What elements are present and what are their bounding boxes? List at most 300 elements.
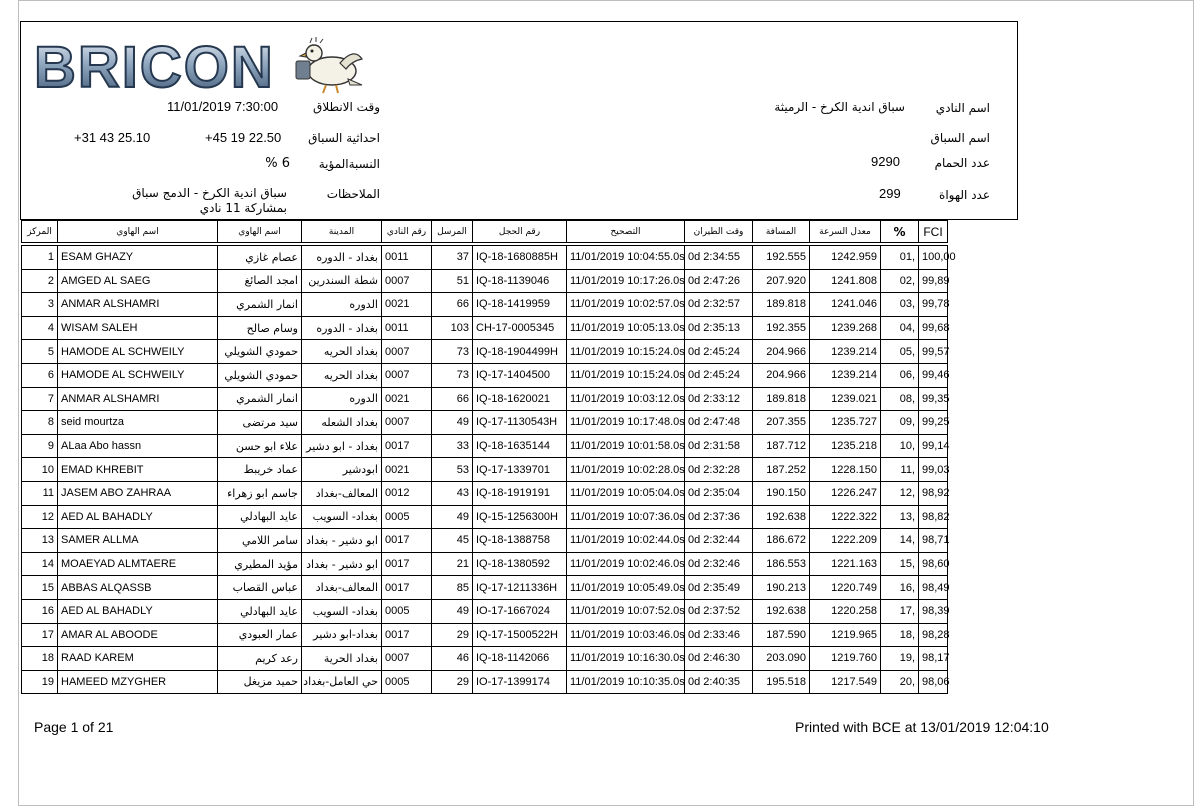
clocking-time-cell: 11/01/2019 10:07:52.0s [567, 599, 685, 623]
basketed-cell: 103 [432, 316, 473, 340]
fci-cell: 99,25 [919, 411, 948, 435]
col-header-fci: FCI [919, 221, 948, 243]
clocking-time-cell: 11/01/2019 10:17:48.0s [567, 411, 685, 435]
city-cell: بغداد - الدوره [302, 316, 382, 340]
position-cell: 11 [22, 481, 58, 505]
percent-cell: 08, [881, 387, 919, 411]
table-header-row [22, 221, 948, 243]
pigeon-mascot-icon [296, 37, 362, 93]
clocking-time-cell: 11/01/2019 10:03:12.0s [567, 387, 685, 411]
flight-time-cell: 0d 2:45:24 [685, 363, 753, 387]
fancier-name-ar-cell: عمار العبودي [218, 623, 302, 647]
speed-cell: 1242.959 [810, 246, 881, 270]
fci-cell: 99,57 [919, 340, 948, 364]
speed-cell: 1239.268 [810, 316, 881, 340]
distance-cell: 195.518 [753, 670, 810, 694]
table-row [22, 552, 948, 576]
fci-cell: 98,06 [919, 670, 948, 694]
ring-number-cell: IQ-17-1130543H [473, 411, 567, 435]
percent-cell: 06, [881, 363, 919, 387]
percent-cell: 04, [881, 316, 919, 340]
club-number-cell: 0021 [382, 293, 432, 317]
position-cell: 2 [22, 269, 58, 293]
percent-cell: 15, [881, 552, 919, 576]
distance-cell: 190.213 [753, 576, 810, 600]
speed-cell: 1226.247 [810, 481, 881, 505]
speed-cell: 1235.218 [810, 434, 881, 458]
ring-number-cell: IQ-18-1635144 [473, 434, 567, 458]
club-number-cell: 0017 [382, 576, 432, 600]
speed-cell: 1220.258 [810, 599, 881, 623]
fci-cell: 99,35 [919, 387, 948, 411]
ring-number-cell: IQ-18-1388758 [473, 529, 567, 553]
basketed-cell: 73 [432, 363, 473, 387]
city-cell: ابو دشير - بغداد [302, 529, 382, 553]
ring-number-cell: IQ-18-1904499H [473, 340, 567, 364]
fci-cell: 98,82 [919, 505, 948, 529]
distance-cell: 207.920 [753, 269, 810, 293]
race-name-label: اسم السباق [930, 131, 990, 145]
percent-cell: 16, [881, 576, 919, 600]
flight-time-cell: 0d 2:37:36 [685, 505, 753, 529]
club-number-cell: 0005 [382, 599, 432, 623]
results-body [22, 243, 956, 694]
table-row [22, 529, 948, 553]
release-time-label: وقت الانطلاق [313, 100, 380, 114]
city-cell: بغداد الشعله [302, 411, 382, 435]
position-cell: 6 [22, 363, 58, 387]
speed-cell: 1239.214 [810, 340, 881, 364]
coords-label: احداثية السباق [308, 131, 380, 145]
club-number-cell: 0007 [382, 363, 432, 387]
flight-time-cell: 0d 2:45:24 [685, 340, 753, 364]
clocking-time-cell: 11/01/2019 10:03:46.0s [567, 623, 685, 647]
fci-cell: 98,39 [919, 599, 948, 623]
city-cell: بغداد - الدوره [302, 246, 382, 270]
fci-cell: 98,28 [919, 623, 948, 647]
city-cell: بغداد - ابو دشير [302, 434, 382, 458]
col-header-basketed: المرسل [432, 221, 473, 243]
distance-cell: 204.966 [753, 340, 810, 364]
table-row [22, 340, 948, 364]
fancier-name-en-cell: ABBAS ALQASSB [58, 576, 218, 600]
clocking-time-cell: 11/01/2019 10:05:04.0s [567, 481, 685, 505]
distance-cell: 189.818 [753, 387, 810, 411]
col-header-speed: معدل السرعة [810, 221, 881, 243]
flight-time-cell: 0d 2:32:57 [685, 293, 753, 317]
club-number-cell: 0017 [382, 623, 432, 647]
percent-cell: 05, [881, 340, 919, 364]
city-cell: الدوره [302, 293, 382, 317]
position-cell: 4 [22, 316, 58, 340]
col-header-city: المدينة [302, 221, 382, 243]
city-cell: المعالف-بغداد [302, 481, 382, 505]
coordinate-b: +31 43 25.10 [74, 130, 151, 145]
speed-cell: 1219.760 [810, 647, 881, 671]
flight-time-cell: 0d 2:33:12 [685, 387, 753, 411]
percent-value: 6 % [265, 156, 290, 171]
club-number-cell: 0017 [382, 552, 432, 576]
ring-number-cell: IQ-17-1500522H [473, 623, 567, 647]
fancier-name-en-cell: MOAEYAD ALMTAERE [58, 552, 218, 576]
club-number-cell: 0007 [382, 269, 432, 293]
fci-cell: 98,92 [919, 481, 948, 505]
fancier-name-en-cell: EMAD KHREBIT [58, 458, 218, 482]
fancier-name-en-cell: AED AL BAHADLY [58, 505, 218, 529]
ring-number-cell: IQ-18-1380592 [473, 552, 567, 576]
distance-cell: 187.712 [753, 434, 810, 458]
club-number-cell: 0021 [382, 387, 432, 411]
city-cell: بغداد- السويب [302, 599, 382, 623]
fancier-name-ar-cell: عايد البهادلي [218, 599, 302, 623]
position-cell: 17 [22, 623, 58, 647]
table-row [22, 293, 948, 317]
ring-number-cell: IQ-18-1620021 [473, 387, 567, 411]
fci-cell: 99,46 [919, 363, 948, 387]
flight-time-cell: 0d 2:32:28 [685, 458, 753, 482]
speed-cell: 1239.021 [810, 387, 881, 411]
flight-time-cell: 0d 2:47:48 [685, 411, 753, 435]
clocking-time-cell: 11/01/2019 10:04:55.0s [567, 246, 685, 270]
fci-cell: 99,68 [919, 316, 948, 340]
fancier-name-ar-cell: عماد خريبط [218, 458, 302, 482]
fancier-name-ar-cell: عباس القصاب [218, 576, 302, 600]
percent-cell: 01, [881, 246, 919, 270]
distance-cell: 189.818 [753, 293, 810, 317]
basketed-cell: 46 [432, 647, 473, 671]
fancier-name-en-cell: ANMAR ALSHAMRI [58, 387, 218, 411]
clocking-time-cell: 11/01/2019 10:15:24.0s [567, 363, 685, 387]
city-cell: بغداد الحرية [302, 647, 382, 671]
fancier-name-en-cell: seid mourtza [58, 411, 218, 435]
clocking-time-cell: 11/01/2019 10:01:58.0s [567, 434, 685, 458]
printed-with: Printed with BCE at 13/01/2019 12:04:10 [795, 719, 1049, 735]
flight-time-cell: 0d 2:32:46 [685, 552, 753, 576]
fancier-name-ar-cell: انمار الشمري [218, 387, 302, 411]
flight-time-cell: 0d 2:34:55 [685, 246, 753, 270]
city-cell: بغداد الحريه [302, 363, 382, 387]
flight-time-cell: 0d 2:33:46 [685, 623, 753, 647]
fancier-name-ar-cell: امجد الصائغ [218, 269, 302, 293]
fanciers-count-label: عدد الهواة [939, 188, 990, 202]
basketed-cell: 66 [432, 387, 473, 411]
fancier-name-en-cell: JASEM ABO ZAHRAA [58, 481, 218, 505]
table-row [22, 316, 948, 340]
distance-cell: 187.590 [753, 623, 810, 647]
ring-number-cell: IQ-17-1339701 [473, 458, 567, 482]
fci-cell: 99,89 [919, 269, 948, 293]
ring-number-cell: CH-17-0005345 [473, 316, 567, 340]
club-number-cell: 0005 [382, 670, 432, 694]
fancier-name-ar-cell: جاسم ابو زهراء [218, 481, 302, 505]
fancier-name-en-cell: ANMAR ALSHAMRI [58, 293, 218, 317]
flight-time-cell: 0d 2:46:30 [685, 647, 753, 671]
flight-time-cell: 0d 2:40:35 [685, 670, 753, 694]
clocking-time-cell: 11/01/2019 10:05:13.0s [567, 316, 685, 340]
clocking-time-cell: 11/01/2019 10:02:57.0s [567, 293, 685, 317]
speed-cell: 1221.163 [810, 552, 881, 576]
club-number-cell: 0011 [382, 316, 432, 340]
col-header-ring: رقم الحجل [473, 221, 567, 243]
clocking-time-cell: 11/01/2019 10:02:28.0s [567, 458, 685, 482]
club-number-cell: 0011 [382, 246, 432, 270]
fancier-name-ar-cell: سامر اللامي [218, 529, 302, 553]
percent-cell: 11, [881, 458, 919, 482]
basketed-cell: 66 [432, 293, 473, 317]
distance-cell: 187.252 [753, 458, 810, 482]
table-row [22, 411, 948, 435]
position-cell: 19 [22, 670, 58, 694]
flight-time-cell: 0d 2:47:26 [685, 269, 753, 293]
svg-text:BRICON: BRICON [34, 35, 275, 100]
distance-cell: 192.638 [753, 599, 810, 623]
percent-cell: 18, [881, 623, 919, 647]
notes-line1: سباق اندية الكرخ - الدمج سباق [132, 186, 287, 200]
position-cell: 10 [22, 458, 58, 482]
flight-time-cell: 0d 2:37:52 [685, 599, 753, 623]
flight-time-cell: 0d 2:35:04 [685, 481, 753, 505]
percent-cell: 14, [881, 529, 919, 553]
ring-number-cell: IQ-15-1256300H [473, 505, 567, 529]
ring-number-cell: IO-17-1399174 [473, 670, 567, 694]
club-number-cell: 0017 [382, 529, 432, 553]
speed-cell: 1219.965 [810, 623, 881, 647]
percent-cell: 19, [881, 647, 919, 671]
club-number-cell: 0012 [382, 481, 432, 505]
fancier-name-ar-cell: وسام صالح [218, 316, 302, 340]
position-cell: 8 [22, 411, 58, 435]
ring-number-cell: IO-17-1667024 [473, 599, 567, 623]
basketed-cell: 29 [432, 623, 473, 647]
fci-cell: 98,17 [919, 647, 948, 671]
clocking-time-cell: 11/01/2019 10:02:46.0s [567, 552, 685, 576]
fancier-name-ar-cell: انمار الشمري [218, 293, 302, 317]
distance-cell: 192.638 [753, 505, 810, 529]
flight-time-cell: 0d 2:31:58 [685, 434, 753, 458]
flight-time-cell: 0d 2:32:44 [685, 529, 753, 553]
distance-cell: 203.090 [753, 647, 810, 671]
club-name-value: سباق اندية الكرخ - الرميثة [774, 100, 905, 114]
position-cell: 12 [22, 505, 58, 529]
ring-number-cell: IQ-18-1419959 [473, 293, 567, 317]
fancier-name-en-cell: AED AL BAHADLY [58, 599, 218, 623]
fancier-name-en-cell: HAMODE AL SCHWEILY [58, 340, 218, 364]
city-cell: الدوره [302, 387, 382, 411]
speed-cell: 1222.322 [810, 505, 881, 529]
fancier-name-en-cell: WISAM SALEH [58, 316, 218, 340]
fancier-name-ar-cell: رعد كريم [218, 647, 302, 671]
position-cell: 18 [22, 647, 58, 671]
table-row [22, 363, 948, 387]
city-cell: حي العامل-بغداد [302, 670, 382, 694]
basketed-cell: 43 [432, 481, 473, 505]
col-header-fancier-ar: اسم الهاوي [218, 221, 302, 243]
fci-cell: 99,14 [919, 434, 948, 458]
percent-cell: 09, [881, 411, 919, 435]
position-cell: 13 [22, 529, 58, 553]
fci-cell: 100,00 [919, 246, 948, 270]
fancier-name-en-cell: ESAM GHAZY [58, 246, 218, 270]
distance-cell: 186.553 [753, 552, 810, 576]
basketed-cell: 73 [432, 340, 473, 364]
city-cell: ابودشير [302, 458, 382, 482]
city-cell: ابو دشير - بغداد [302, 552, 382, 576]
ring-number-cell: IQ-17-1404500 [473, 363, 567, 387]
basketed-cell: 53 [432, 458, 473, 482]
speed-cell: 1241.808 [810, 269, 881, 293]
ring-number-cell: IQ-18-1139046 [473, 269, 567, 293]
col-header-flight-time: وقت الطيران [685, 221, 753, 243]
col-header-position: المركز [22, 221, 58, 243]
table-row [22, 505, 948, 529]
city-cell: بغداد الحريه [302, 340, 382, 364]
clocking-time-cell: 11/01/2019 10:17:26.0s [567, 269, 685, 293]
basketed-cell: 49 [432, 505, 473, 529]
speed-cell: 1228.150 [810, 458, 881, 482]
basketed-cell: 45 [432, 529, 473, 553]
fci-cell: 98,49 [919, 576, 948, 600]
distance-cell: 190.150 [753, 481, 810, 505]
percent-cell: 02, [881, 269, 919, 293]
position-cell: 5 [22, 340, 58, 364]
percent-cell: 13, [881, 505, 919, 529]
fancier-name-en-cell: AMGED AL SAEG [58, 269, 218, 293]
fci-cell: 99,78 [919, 293, 948, 317]
distance-cell: 186.672 [753, 529, 810, 553]
col-header-distance: المسافة [753, 221, 810, 243]
fancier-name-en-cell: AMAR AL ABOODE [58, 623, 218, 647]
fancier-name-ar-cell: عايد البهادلي [218, 505, 302, 529]
speed-cell: 1239.214 [810, 363, 881, 387]
city-cell: المعالف-بغداد [302, 576, 382, 600]
clocking-time-cell: 11/01/2019 10:16:30.0s [567, 647, 685, 671]
basketed-cell: 85 [432, 576, 473, 600]
table-row [22, 434, 948, 458]
clocking-time-cell: 11/01/2019 10:10:35.0s [567, 670, 685, 694]
city-cell: شطة السندرين [302, 269, 382, 293]
distance-cell: 207.355 [753, 411, 810, 435]
speed-cell: 1220.749 [810, 576, 881, 600]
club-number-cell: 0021 [382, 458, 432, 482]
fanciers-count-value: 299 [879, 186, 901, 201]
fancier-name-ar-cell: مؤيد المطيري [218, 552, 302, 576]
position-cell: 7 [22, 387, 58, 411]
ring-number-cell: IQ-17-1211336H [473, 576, 567, 600]
speed-cell: 1217.549 [810, 670, 881, 694]
fancier-name-en-cell: SAMER ALLMA [58, 529, 218, 553]
table-row [22, 576, 948, 600]
percent-cell: 20, [881, 670, 919, 694]
fancier-name-ar-cell: علاء ابو حسن [218, 434, 302, 458]
position-cell: 3 [22, 293, 58, 317]
bricon-logo [32, 35, 362, 100]
col-header-club-no: رقم النادي [382, 221, 432, 243]
percent-cell: 03, [881, 293, 919, 317]
club-number-cell: 0007 [382, 647, 432, 671]
basketed-cell: 21 [432, 552, 473, 576]
table-row [22, 647, 948, 671]
pigeons-count-label: عدد الحمام [934, 156, 990, 170]
fancier-name-ar-cell: عصام غازي [218, 246, 302, 270]
notes-line2: بمشاركة 11 نادي [199, 201, 287, 215]
basketed-cell: 49 [432, 411, 473, 435]
ring-number-cell: IQ-18-1142066 [473, 647, 567, 671]
table-row [22, 269, 948, 293]
club-number-cell: 0017 [382, 434, 432, 458]
position-cell: 16 [22, 599, 58, 623]
basketed-cell: 29 [432, 670, 473, 694]
col-header-pct: % [881, 221, 919, 243]
table-row [22, 481, 948, 505]
club-number-cell: 0007 [382, 411, 432, 435]
fci-cell: 99,03 [919, 458, 948, 482]
clocking-time-cell: 11/01/2019 10:07:36.0s [567, 505, 685, 529]
notes-label: الملاحظات [326, 187, 380, 201]
fci-cell: 98,71 [919, 529, 948, 553]
position-cell: 14 [22, 552, 58, 576]
fci-cell: 98,60 [919, 552, 948, 576]
basketed-cell: 51 [432, 269, 473, 293]
results-table [21, 220, 956, 694]
fancier-name-en-cell: HAMODE AL SCHWEILY [58, 363, 218, 387]
city-cell: بغداد- السويب [302, 505, 382, 529]
col-header-fancier-en: اسم الهاوي [58, 221, 218, 243]
table-row [22, 458, 948, 482]
position-cell: 15 [22, 576, 58, 600]
club-number-cell: 0005 [382, 505, 432, 529]
basketed-cell: 49 [432, 599, 473, 623]
club-number-cell: 0007 [382, 340, 432, 364]
release-time-value: 11/01/2019 7:30:00 [167, 99, 279, 114]
city-cell: بغداد-ابو دشير [302, 623, 382, 647]
flight-time-cell: 0d 2:35:49 [685, 576, 753, 600]
clocking-time-cell: 11/01/2019 10:05:49.0s [567, 576, 685, 600]
bricon-logo-graphic [32, 35, 362, 100]
speed-cell: 1235.727 [810, 411, 881, 435]
ring-number-cell: IQ-18-1919191 [473, 481, 567, 505]
coordinate-a: +45 19 22.50 [205, 130, 282, 145]
table-row [22, 623, 948, 647]
basketed-cell: 33 [432, 434, 473, 458]
fancier-name-en-cell: HAMEED MZYGHER [58, 670, 218, 694]
clocking-time-cell: 11/01/2019 10:15:24.0s [567, 340, 685, 364]
position-cell: 1 [22, 246, 58, 270]
fancier-name-ar-cell: حمودي الشويلي [218, 363, 302, 387]
percent-cell: 17, [881, 599, 919, 623]
table-row [22, 599, 948, 623]
page-number: Page 1 of 21 [34, 719, 114, 735]
table-row [22, 387, 948, 411]
percent-cell: 10, [881, 434, 919, 458]
col-header-clocking: التصحيح [567, 221, 685, 243]
fancier-name-ar-cell: سيد مرتضى [218, 411, 302, 435]
distance-cell: 192.355 [753, 316, 810, 340]
fancier-name-ar-cell: حمودي الشويلي [218, 340, 302, 364]
basketed-cell: 37 [432, 246, 473, 270]
club-name-label: اسم النادي [935, 101, 990, 115]
table-row [22, 670, 948, 694]
percent-cell: 12, [881, 481, 919, 505]
fancier-name-en-cell: ALaa Abo hassn [58, 434, 218, 458]
flight-time-cell: 0d 2:35:13 [685, 316, 753, 340]
clocking-time-cell: 11/01/2019 10:02:44.0s [567, 529, 685, 553]
ring-number-cell: IQ-18-1680885H [473, 246, 567, 270]
position-cell: 9 [22, 434, 58, 458]
fancier-name-en-cell: RAAD KAREM [58, 647, 218, 671]
table-row [22, 246, 948, 270]
pigeons-count-value: 9290 [871, 154, 900, 169]
distance-cell: 192.555 [753, 246, 810, 270]
